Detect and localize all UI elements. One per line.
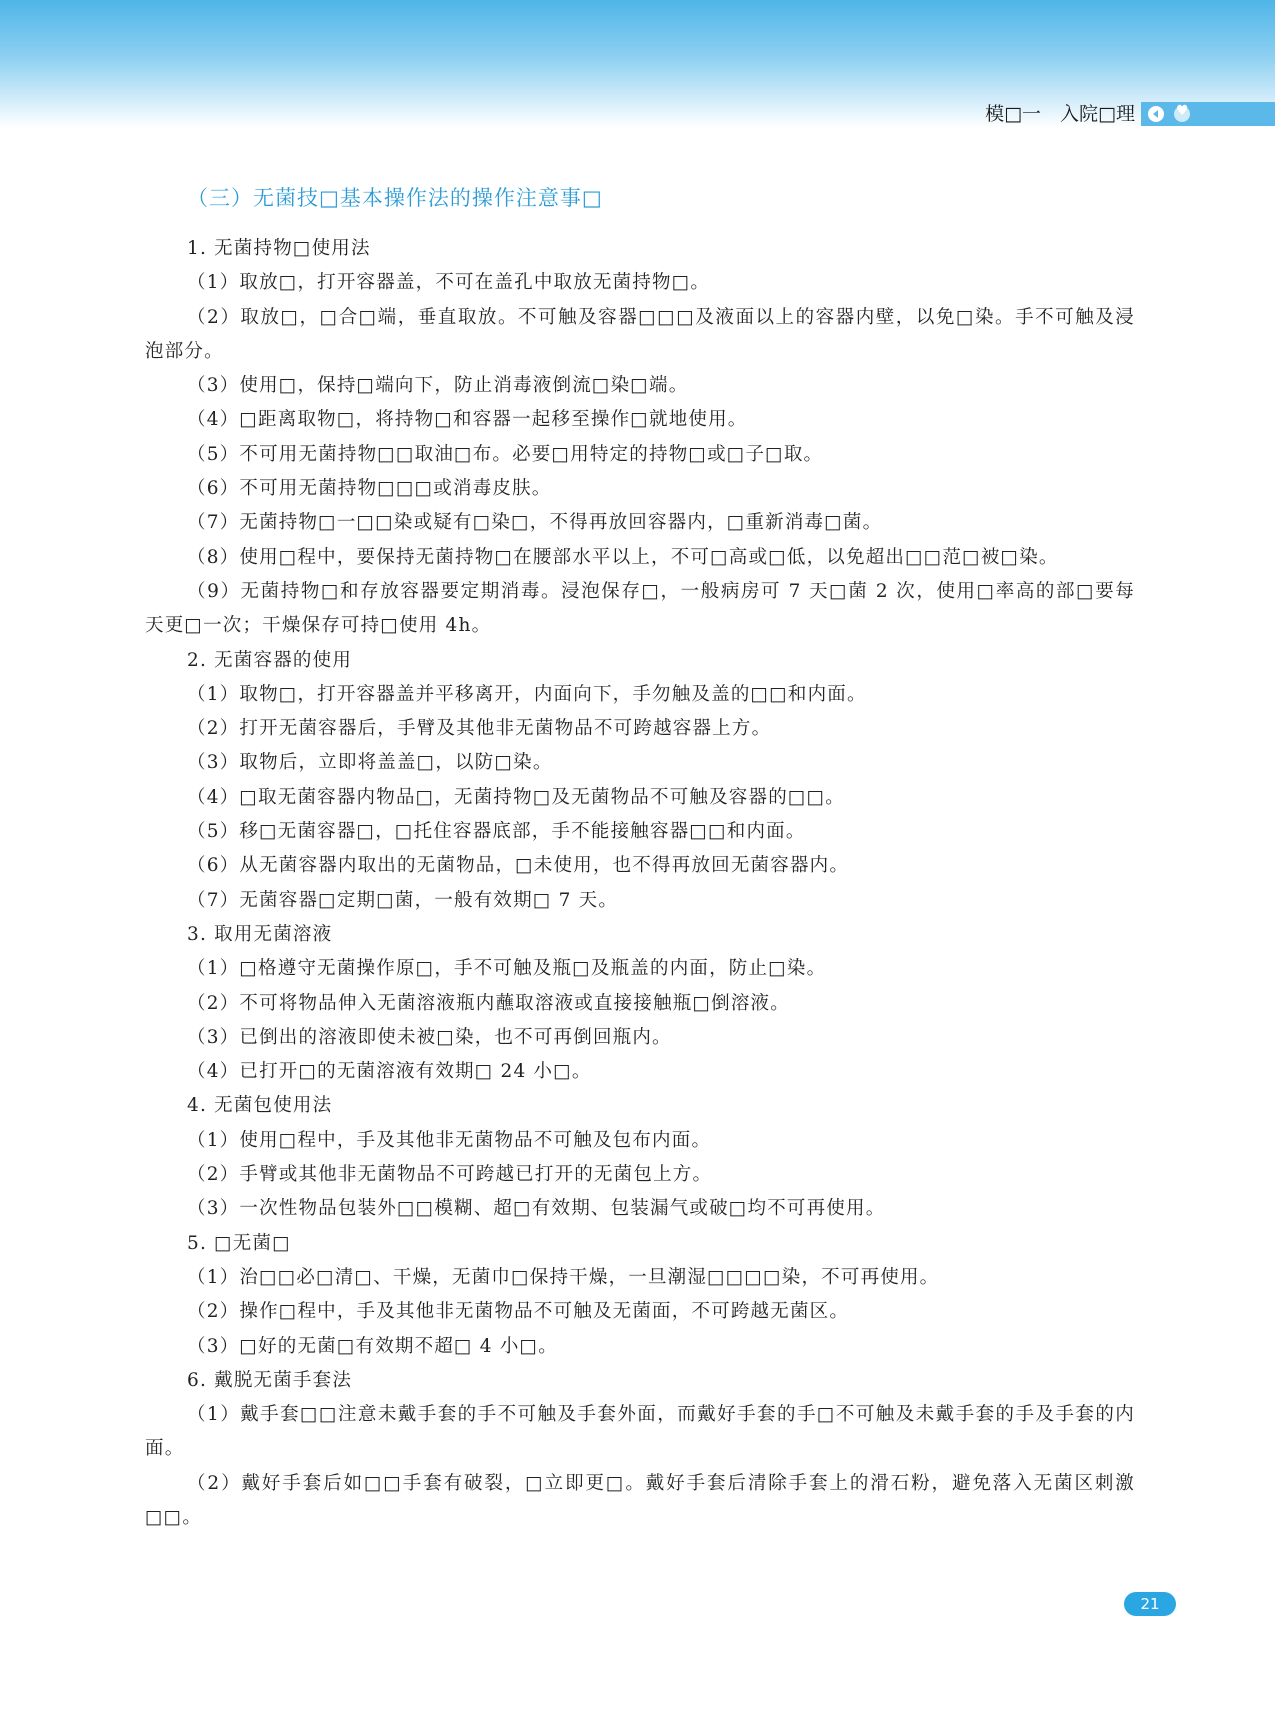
list-item: （6）不可用无菌持物□□□或消毒皮肤。 [187, 478, 552, 500]
list-item: （2）戴好手套后如□□手套有破裂，□立即更□。戴好手套后清除手套上的滑石粉，避免落入无菌区刺激□□。 [145, 1472, 1135, 1528]
list-item: （6）从无菌容器内取出的无菌物品，□未使用，也不得再放回无菌容器内。 [187, 855, 850, 877]
subsection-heading: 2. 无菌容器的使用 [187, 649, 353, 671]
arrow-left-icon[interactable] [1148, 106, 1164, 122]
page-number: 21 [1124, 1592, 1176, 1616]
list-item: （5）不可用无菌持物□□取油□布。必要□用特定的持物□或□子□取。 [187, 443, 824, 465]
list-item: （3）已倒出的溶液即使未被□染，也不可再倒回瓶内。 [187, 1026, 672, 1048]
chapter-label: 模□一 入院□理 [985, 103, 1135, 125]
list-item: （1）取放□，打开容器盖，不可在盖孔中取放无菌持物□。 [187, 272, 711, 294]
list-item: （1）戴手套□□注意未戴手套的手不可触及手套外面，而戴好手套的手□不可触及未戴手套的手及手套的内面。 [145, 1404, 1135, 1460]
list-item: （2）取放□，□合□端，垂直取放。不可触及容器□□□及液面以上的容器内壁，以免□染。手不可触及浸泡部分。 [145, 306, 1135, 362]
list-item: （8）使用□程中，要保持无菌持物□在腰部水平以上，不可□高或□低，以免超出□□范□被□染。 [187, 546, 1059, 568]
list-item: （4）□取无菌容器内物品□，无菌持物□及无菌物品不可触及容器的□□。 [187, 786, 845, 808]
list-item: （3）使用□，保持□端向下，防止消毒液倒流□染□端。 [187, 375, 689, 397]
list-item: （2）手臂或其他非无菌物品不可跨越已打开的无菌包上方。 [187, 1164, 713, 1186]
list-item: （4）已打开□的无菌溶液有效期□ 24 小□。 [187, 1061, 592, 1083]
list-item: （4）□距离取物□，将持物□和容器一起移至操作□就地使用。 [187, 409, 748, 431]
list-item: （3）取物后，立即将盖盖□，以防□染。 [187, 752, 553, 774]
list-item: （3）□好的无菌□有效期不超□ 4 小□。 [187, 1335, 558, 1357]
subsection-heading: 3. 取用无菌溶液 [187, 923, 333, 945]
list-item: （2）操作□程中，手及其他非无菌物品不可触及无菌面，不可跨越无菌区。 [187, 1301, 850, 1323]
list-item: （1）取物□，打开容器盖并平移离开，内面向下，手勿触及盖的□□和内面。 [187, 683, 867, 705]
list-item: （7）无菌持物□一□□染或疑有□染□，不得再放回容器内，□重新消毒□菌。 [187, 512, 883, 534]
body-list [145, 232, 1135, 1535]
heart-icon [1174, 106, 1190, 122]
list-item: （1）□格遵守无菌操作原□，手不可触及瓶□及瓶盖的内面，防止□染。 [187, 958, 827, 980]
list-item: （1）使用□程中，手及其他非无菌物品不可触及包布内面。 [187, 1129, 712, 1151]
subsection-heading: 1. 无菌持物□使用法 [187, 238, 371, 259]
list-item: （3）一次性物品包装外□□模糊、超□有效期、包装漏气或破□均不可再使用。 [187, 1198, 886, 1220]
section-title: （三）无菌技□基本操作法的操作注意事□ [187, 186, 603, 210]
subsection-heading: 5. □无菌□ [187, 1232, 291, 1254]
list-item: （5）移□无菌容器□，□托住容器底部，手不能接触容器□□和内面。 [187, 821, 806, 843]
list-item: （1）治□□必□清□、干燥，无菌巾□保持干燥，一旦潮湿□□□□染，不可再使用。 [187, 1266, 940, 1288]
page-content [145, 178, 1135, 1535]
list-item: （7）无菌容器□定期□菌，一般有效期□ 7 天。 [187, 889, 619, 911]
list-item: （2）不可将物品伸入无菌溶液瓶内蘸取溶液或直接接触瓶□倒溶液。 [187, 992, 790, 1014]
subsection-heading: 6. 戴脱无菌手套法 [187, 1369, 353, 1391]
list-item: （9）无菌持物□和存放容器要定期消毒。浸泡保存□，一般病房可 7 天□菌 2 次，使用□率高的部□要每天更□一次；干燥保存可持□使用 4h。 [145, 580, 1135, 637]
subsection-heading: 4. 无菌包使用法 [187, 1095, 333, 1117]
list-item: （2）打开无菌容器后，手臂及其他非无菌物品不可跨越容器上方。 [187, 718, 772, 740]
